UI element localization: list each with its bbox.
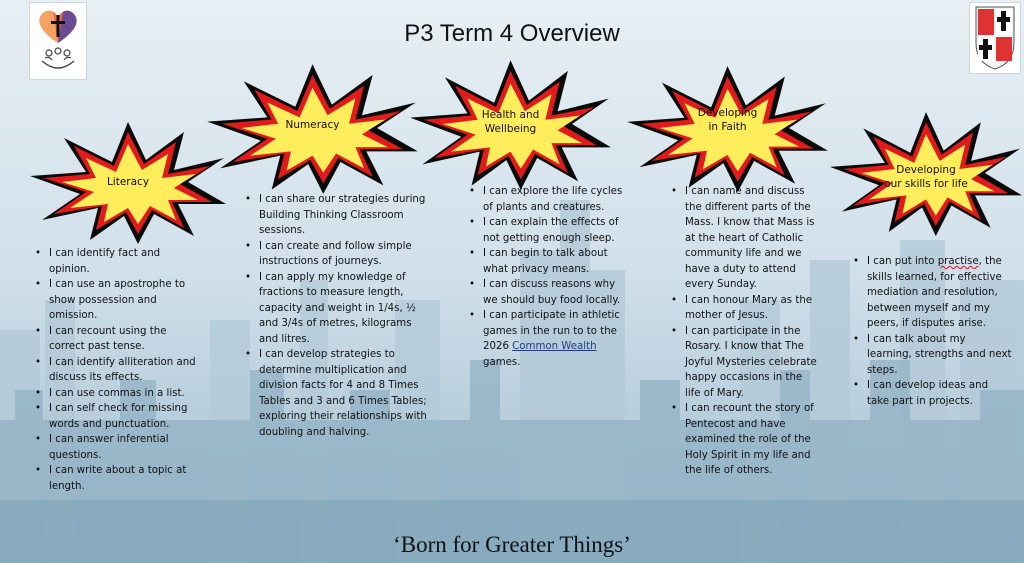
list-item — [468, 308, 628, 370]
list-item: • I can talk about my learning, strengths and next steps. — [852, 332, 1012, 379]
faith-burst — [625, 62, 830, 194]
common-wealth-link[interactable]: Common Wealth — [512, 341, 597, 352]
literacy-label: Literacy — [106, 176, 150, 188]
skills-label-line2: our skills for life — [884, 178, 968, 190]
list-item: • I can develop strategies to determine multiplication and division facts for 4 and 8 Times Tables and 3 and 6 Times Tables; exploring their relationships with doubling and halving. — [244, 347, 429, 440]
faith-label — [625, 106, 830, 134]
faith-label-line1: Developing — [697, 107, 758, 119]
list-item: • I can honour Mary as the mother of Jesus. — [670, 293, 818, 324]
skills-list — [852, 254, 1012, 409]
list-item: • I can participate in the Rosary. I know that The Joyful Mysteries celebrate happy occasions in the life of Mary. — [670, 324, 818, 402]
spellcheck-word: practise — [937, 256, 979, 267]
faith-label-line2: in Faith — [708, 121, 747, 133]
list-item: • I can recount the story of Pentecost and have examined the role of the Holy Spirit in my life and the life of others. — [670, 401, 818, 479]
health-label-line1: Health and — [481, 109, 540, 121]
numeracy-label: Numeracy — [285, 119, 340, 131]
footer-motto: ‘Born for Greater Things’ — [393, 532, 631, 557]
list-item: • I can use an apostrophe to show possession and omission. — [34, 277, 204, 324]
list-item: • I can explain the effects of not getting enough sleep. — [468, 215, 628, 246]
list-item: • I can discuss reasons why we should buy food locally. — [468, 277, 628, 308]
list-item: • I can share our strategies during Building Thinking Classroom sessions. — [244, 192, 429, 239]
list-item: • I can identify alliteration and discuss its effects. — [34, 355, 204, 386]
list-item: • I can self check for missing words and punctuation. — [34, 401, 204, 432]
list-item — [852, 254, 1012, 332]
page-title: P3 Term 4 Overview — [404, 20, 620, 47]
list-item: • I can recount using the correct past tense. — [34, 324, 204, 355]
health-wellbeing-list — [468, 184, 628, 370]
health-wellbeing-burst — [408, 56, 613, 192]
item-text: I can put into — [867, 256, 938, 267]
item-text: games. — [483, 356, 521, 368]
skills-label — [828, 163, 1024, 191]
literacy-burst — [28, 118, 228, 246]
list-item: • I can name and discuss the different parts of the Mass. I know that Mass is at the heart of Catholic community life and we have a duty to attend every Sunday. — [670, 184, 818, 293]
list-item: • I can use commas in a list. — [34, 386, 204, 402]
list-item: • I can identify fact and opinion. — [34, 246, 204, 277]
skills-burst — [828, 108, 1024, 238]
item-text: I can participate in athletic games in the run to to the 2026 — [483, 310, 620, 352]
faith-list — [670, 184, 818, 479]
numeracy-list — [244, 192, 429, 440]
list-item: • I can answer inferential questions. — [34, 432, 204, 463]
literacy-list — [34, 246, 204, 494]
list-item: • I can write about a topic at length. — [34, 463, 204, 494]
health-label-line2: Wellbeing — [484, 123, 537, 135]
health-wellbeing-label — [408, 108, 613, 136]
list-item: • I can develop ideas and take part in projects. — [852, 378, 1012, 409]
list-item: • I can explore the life cycles of plants and creatures. — [468, 184, 628, 215]
numeracy-burst — [205, 60, 420, 196]
item-text: , the skills learned, for effective mediation and resolution, between myself and my peers, if disputes arise. — [867, 256, 1002, 329]
list-item: • I can create and follow simple instructions of journeys. — [244, 239, 429, 270]
skills-label-line1: Developing — [896, 164, 956, 176]
list-item: • I can apply my knowledge of fractions to measure length, capacity and weight in 1/4s, ½ and 3/4s of metres, kilograms and litres. — [244, 270, 429, 348]
list-item: • I can begin to talk about what privacy means. — [468, 246, 628, 277]
